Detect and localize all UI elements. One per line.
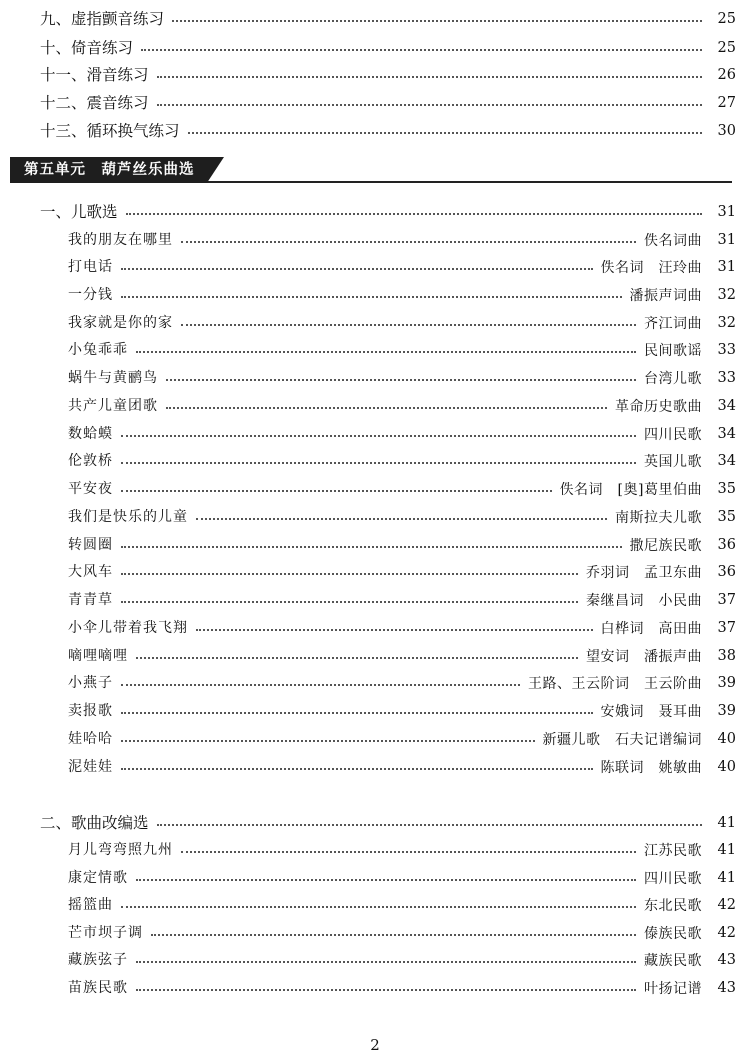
toc-item[interactable] — [0, 394, 750, 418]
toc-item[interactable] — [0, 671, 750, 695]
song-credit: 秦继昌词 小民曲 — [586, 593, 702, 609]
toc-item[interactable] — [0, 727, 750, 751]
song-title: 数蛤蟆 — [68, 426, 113, 442]
page-number: 40 — [717, 731, 736, 747]
toc-item[interactable] — [0, 644, 750, 668]
song-title: 伦敦桥 — [68, 453, 113, 469]
page-number: 30 — [717, 123, 736, 139]
page-number: 43 — [717, 980, 736, 996]
dot-leader — [196, 629, 593, 631]
song-title: 摇篮曲 — [68, 897, 113, 913]
toc-item[interactable] — [0, 283, 750, 307]
page-number: 39 — [717, 703, 736, 719]
toc-item[interactable] — [0, 838, 750, 862]
song-title: 芒市坝子调 — [68, 925, 143, 941]
dot-leader — [157, 104, 702, 106]
unit-title: 葫芦丝乐曲选 — [101, 162, 195, 178]
section-title: 十、倚音练习 — [40, 39, 134, 57]
song-title: 娃哈哈 — [68, 731, 113, 747]
song-credit: 乔羽词 孟卫东曲 — [586, 565, 702, 581]
section-title: 十一、滑音练习 — [40, 66, 149, 84]
song-credit: 王路、王云阶词 王云阶曲 — [528, 676, 702, 692]
dot-leader — [121, 546, 622, 548]
toc-item[interactable] — [0, 755, 750, 779]
song-title: 我家就是你的家 — [68, 315, 173, 331]
song-credit: 安娥词 聂耳曲 — [600, 704, 702, 720]
dot-leader — [136, 351, 636, 353]
dot-leader — [121, 435, 636, 437]
dot-leader — [166, 407, 607, 409]
toc-item[interactable] — [0, 893, 750, 917]
page-number: 41 — [717, 815, 736, 831]
page-number: 37 — [717, 620, 736, 636]
dot-leader — [172, 20, 702, 22]
song-credit: 佚名词曲 — [644, 233, 702, 249]
dot-leader — [136, 879, 636, 881]
toc-section-row[interactable] — [0, 63, 750, 87]
group-title: 二、歌曲改编选 — [40, 814, 149, 832]
page-number: 40 — [717, 759, 736, 775]
song-credit: 南斯拉夫儿歌 — [615, 510, 702, 526]
toc-section-row[interactable] — [0, 119, 750, 143]
page-number: 41 — [717, 842, 736, 858]
page-number: 35 — [717, 481, 736, 497]
section-title: 十三、循环换气练习 — [40, 122, 180, 140]
song-credit: 英国儿歌 — [644, 454, 702, 470]
toc-item[interactable] — [0, 477, 750, 501]
song-credit: 陈联词 姚敏曲 — [600, 760, 702, 776]
page-number: 41 — [717, 870, 736, 886]
dot-leader — [136, 989, 636, 991]
toc-item[interactable] — [0, 311, 750, 335]
song-title: 平安夜 — [68, 481, 113, 497]
song-credit: 新疆儿歌 石夫记谱编词 — [542, 732, 702, 748]
song-title: 小燕子 — [68, 675, 113, 691]
section-title: 九、虚指颤音练习 — [40, 10, 165, 28]
page-number: 36 — [717, 564, 736, 580]
dot-leader — [136, 657, 578, 659]
page-number: 34 — [717, 426, 736, 442]
toc-item[interactable] — [0, 921, 750, 945]
page-number: 42 — [717, 925, 736, 941]
page-number: 42 — [717, 897, 736, 913]
song-credit: 东北民歌 — [644, 898, 702, 914]
dot-leader — [181, 241, 636, 243]
song-title: 共产儿童团歌 — [68, 398, 158, 414]
toc-group-heading[interactable] — [0, 811, 750, 835]
page-number: 25 — [717, 11, 736, 27]
toc-item[interactable] — [0, 422, 750, 446]
unit-banner — [10, 157, 732, 185]
dot-leader — [121, 906, 636, 908]
song-credit: 江苏民歌 — [644, 843, 702, 859]
page-number: 32 — [717, 287, 736, 303]
song-credit: 台湾儿歌 — [644, 371, 702, 387]
page-number: 38 — [717, 648, 736, 664]
song-credit: 藏族民歌 — [644, 953, 702, 969]
song-title: 小伞儿带着我飞翔 — [68, 620, 188, 636]
dot-leader — [141, 49, 702, 51]
dot-leader — [151, 934, 636, 936]
toc-item[interactable] — [0, 866, 750, 890]
toc-item[interactable] — [0, 366, 750, 390]
song-title: 我们是快乐的儿童 — [68, 509, 188, 525]
song-title: 泥娃娃 — [68, 759, 113, 775]
page-number: 34 — [717, 453, 736, 469]
song-title: 我的朋友在哪里 — [68, 232, 173, 248]
dot-leader — [136, 961, 636, 963]
song-credit: 四川民歌 — [644, 871, 702, 887]
song-credit: 佚名词 汪玲曲 — [600, 260, 702, 276]
page-number: 37 — [717, 592, 736, 608]
dot-leader — [196, 518, 607, 520]
song-title: 小兔乖乖 — [68, 342, 128, 358]
page-number: 33 — [717, 370, 736, 386]
song-credit: 民间歌谣 — [644, 343, 702, 359]
song-credit: 潘振声词曲 — [629, 288, 702, 304]
song-title: 卖报歌 — [68, 703, 113, 719]
song-credit: 齐江词曲 — [644, 316, 702, 332]
song-title: 青青草 — [68, 592, 113, 608]
unit-label: 第五单元 — [24, 162, 86, 178]
dot-leader — [166, 379, 636, 381]
song-title: 康定情歌 — [68, 870, 128, 886]
song-credit: 傣族民歌 — [644, 926, 702, 942]
toc-item[interactable] — [0, 616, 750, 640]
dot-leader — [121, 490, 552, 492]
song-credit: 四川民歌 — [644, 427, 702, 443]
page-number: 32 — [717, 315, 736, 331]
page-number: 35 — [717, 509, 736, 525]
dot-leader — [157, 76, 702, 78]
song-credit: 望安词 潘振声曲 — [586, 649, 702, 665]
dot-leader — [121, 712, 593, 714]
toc-item[interactable] — [0, 533, 750, 557]
footer-page-number: 2 — [370, 1036, 380, 1054]
dot-leader — [121, 268, 593, 270]
page-number: 25 — [717, 40, 736, 56]
dot-leader — [121, 296, 622, 298]
page-number: 26 — [717, 67, 736, 83]
toc-section-row[interactable] — [0, 7, 750, 31]
dot-leader — [121, 601, 578, 603]
dot-leader — [157, 824, 702, 826]
toc-item[interactable] — [0, 588, 750, 612]
song-title: 藏族弦子 — [68, 952, 128, 968]
page-number: 33 — [717, 342, 736, 358]
dot-leader — [121, 462, 636, 464]
song-credit: 白桦词 高田曲 — [600, 621, 702, 637]
toc-item[interactable] — [0, 948, 750, 972]
song-title: 打电话 — [68, 259, 113, 275]
dot-leader — [181, 324, 636, 326]
song-title: 转圆圈 — [68, 537, 113, 553]
dot-leader — [181, 851, 636, 853]
toc-item[interactable] — [0, 228, 750, 252]
toc-item[interactable] — [0, 338, 750, 362]
page-number: 39 — [717, 675, 736, 691]
toc-group-heading[interactable] — [0, 200, 750, 224]
dot-leader — [121, 740, 535, 742]
dot-leader — [188, 132, 702, 134]
section-title: 十二、震音练习 — [40, 94, 149, 112]
song-title: 嘀哩嘀哩 — [68, 648, 128, 664]
song-title: 蜗牛与黄鹂鸟 — [68, 370, 158, 386]
song-credit: 撒尼族民歌 — [629, 538, 702, 554]
song-credit: 叶扬记谱 — [644, 981, 702, 997]
toc-item[interactable] — [0, 449, 750, 473]
page-number: 36 — [717, 537, 736, 553]
page-number: 31 — [717, 232, 736, 248]
toc-item[interactable] — [0, 255, 750, 279]
page-number: 27 — [717, 95, 736, 111]
dot-leader — [121, 684, 520, 686]
toc-item[interactable] — [0, 560, 750, 584]
toc-item[interactable] — [0, 976, 750, 1000]
toc-item[interactable] — [0, 699, 750, 723]
toc-item[interactable] — [0, 505, 750, 529]
song-credit: 革命历史歌曲 — [615, 399, 702, 415]
page-number: 43 — [717, 952, 736, 968]
toc-section-row[interactable] — [0, 36, 750, 60]
toc-section-row[interactable] — [0, 91, 750, 115]
page-number: 31 — [717, 259, 736, 275]
dot-leader — [121, 573, 578, 575]
song-title: 月儿弯弯照九州 — [68, 842, 173, 858]
song-title: 苗族民歌 — [68, 980, 128, 996]
page-number: 31 — [717, 204, 736, 220]
page-number: 34 — [717, 398, 736, 414]
song-title: 一分钱 — [68, 287, 113, 303]
song-credit: 佚名词 [奥]葛里伯曲 — [559, 482, 702, 498]
dot-leader — [126, 213, 702, 215]
dot-leader — [121, 768, 593, 770]
group-title: 一、儿歌选 — [40, 203, 118, 221]
unit-heading — [24, 157, 195, 183]
song-title: 大风车 — [68, 564, 113, 580]
